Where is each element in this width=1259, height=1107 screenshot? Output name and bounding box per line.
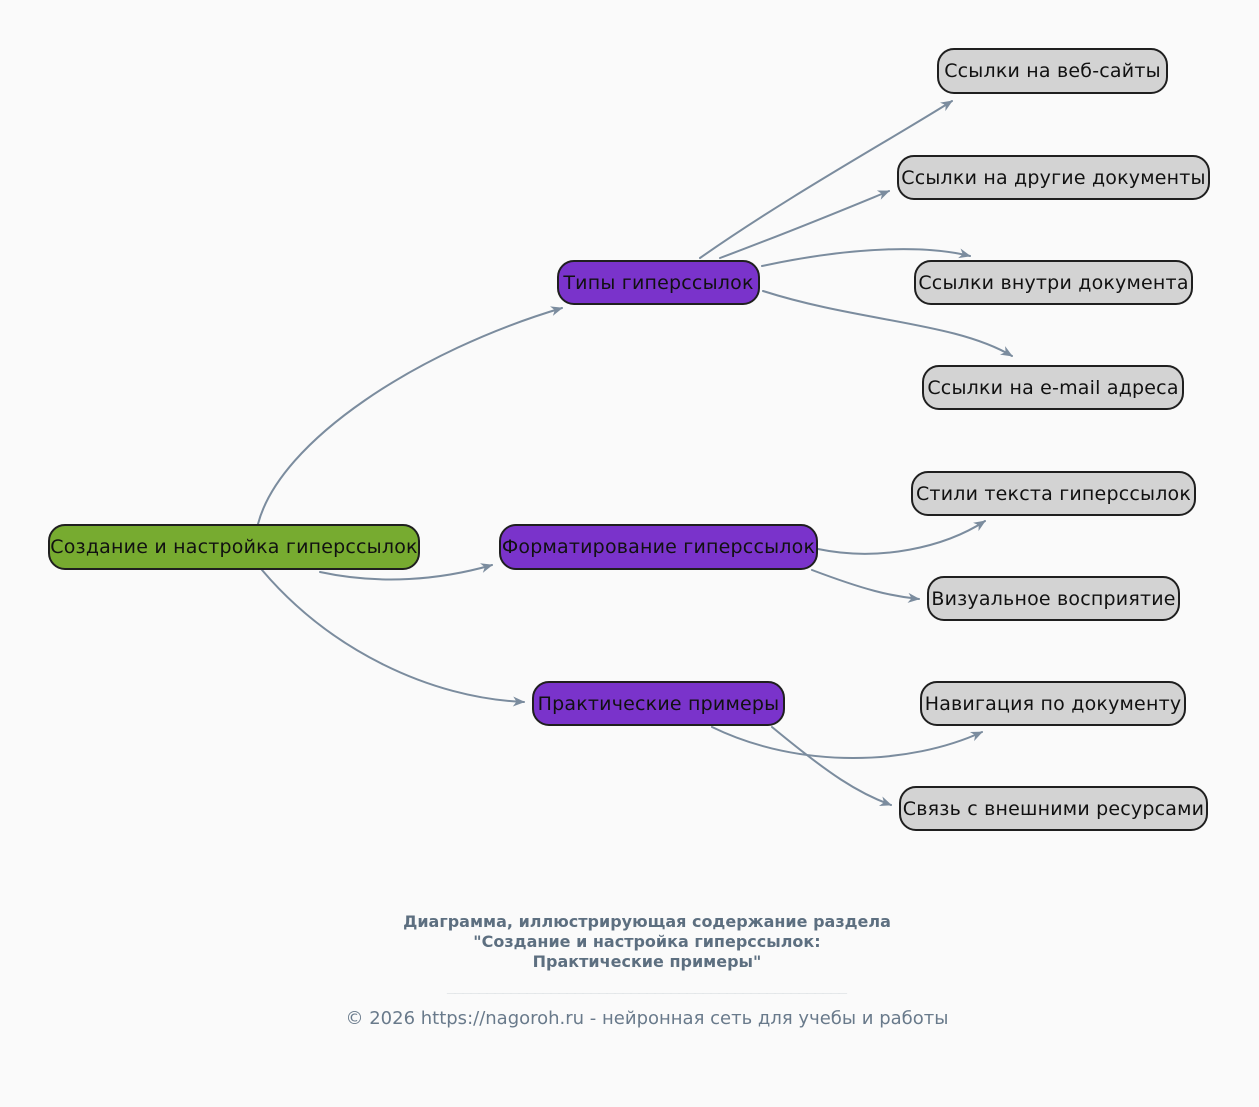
footer-copyright: © 2026 https://nagoroh.ru - нейронная сеть для учебы и работы: [345, 1008, 949, 1029]
edge-root-to-practical: [262, 570, 524, 702]
branch-node-link-types: Типы гиперссылок: [557, 260, 760, 305]
leaf-node-external-resources: Связь с внешними ресурсами: [899, 786, 1208, 831]
edge-formatting-to-visual: [812, 570, 919, 599]
root-node-hyperlinks: Создание и настройка гиперссылок: [48, 524, 420, 570]
footer-caption-line-2: "Создание и настройка гиперссылок:: [473, 932, 821, 951]
edge-practical-to-navigation: [712, 727, 982, 758]
footer-caption-line-3: Практические примеры": [532, 952, 762, 971]
edge-practical-to-external: [772, 727, 891, 805]
leaf-node-text-styles: Стили текста гиперссылок: [911, 471, 1196, 516]
branch-node-practical-examples: Практические примеры: [532, 681, 785, 726]
footer: [337, 912, 957, 1029]
leaf-node-internal-links: Ссылки внутри документа: [914, 260, 1193, 305]
leaf-node-visual-perception: Визуальное восприятие: [927, 576, 1180, 621]
leaf-node-email-links: Ссылки на e-mail адреса: [922, 365, 1184, 410]
leaf-node-other-document-links: Ссылки на другие документы: [897, 155, 1210, 200]
edge-formatting-to-styles: [818, 521, 985, 554]
leaf-node-website-links: Ссылки на веб-сайты: [937, 48, 1168, 94]
branch-node-formatting: Форматирование гиперссылок: [499, 524, 818, 570]
footer-caption-line-1: Диаграмма, иллюстрирующая содержание раздела: [403, 912, 891, 931]
leaf-node-document-navigation: Навигация по документу: [920, 681, 1186, 726]
edge-root-to-types: [258, 308, 562, 524]
footer-divider: __________________________________________________: [447, 978, 847, 994]
edge-types-to-other-docs: [720, 191, 889, 258]
